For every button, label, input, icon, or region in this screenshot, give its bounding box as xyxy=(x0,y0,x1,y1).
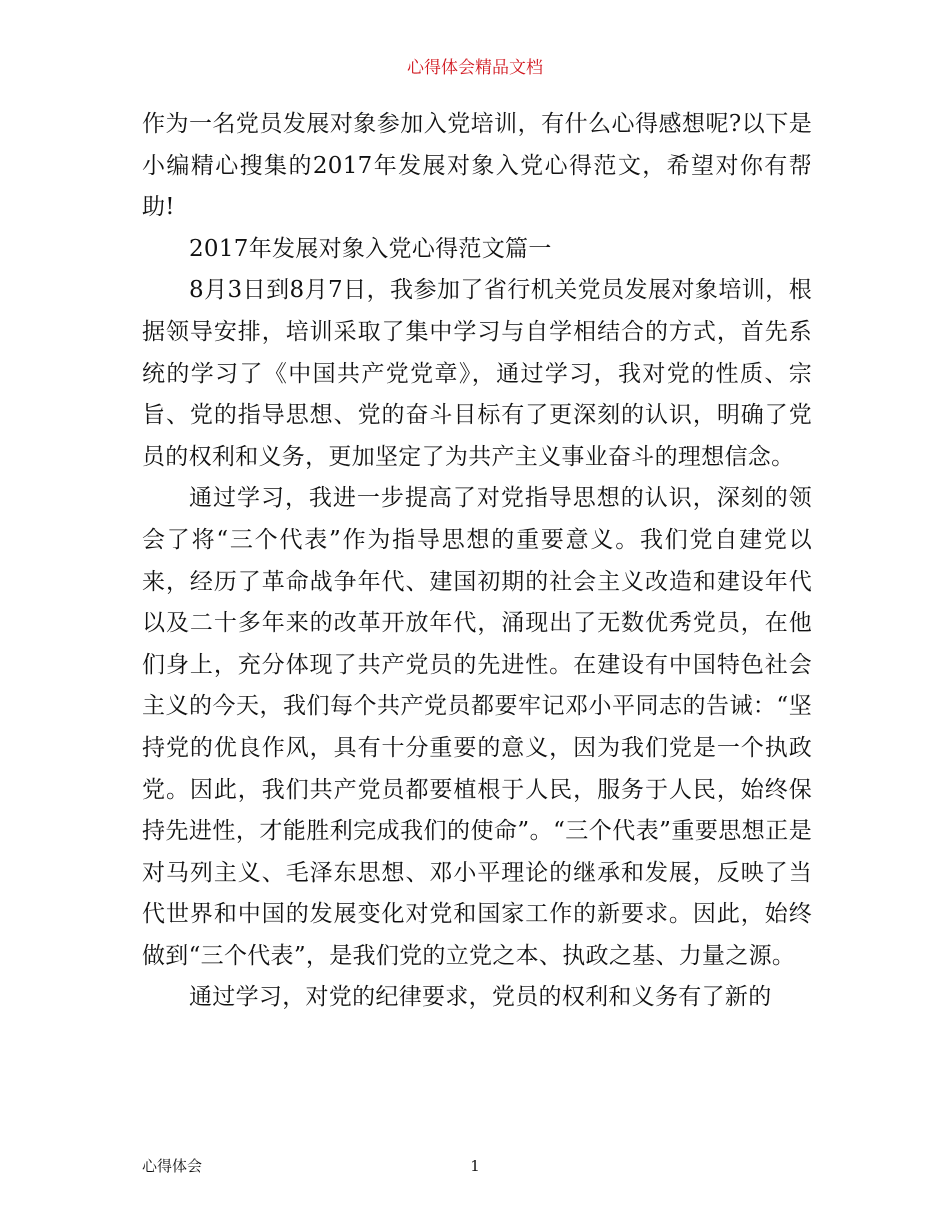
page-header-title: 心得体会精品文档 xyxy=(407,58,543,78)
paragraph-intro: 作为一名党员发展对象参加入党培训，有什么心得感想呢?以下是小编精心搜集的2017年发展对象入党心得范文，希望对你有帮助! xyxy=(142,111,812,221)
page-number: 1 xyxy=(470,1157,480,1175)
paragraph-training: 8月3日到8月7日，我参加了省行机关党员发展对象培训，根据领导安排，培训采取了集中学习与自学相结合的方式，首先系统的学习了《中国共产党党章》，通过学习，我对党的性质、宗旨、党的指导思想、党的奋斗目标有了更深刻的认识，明确了党员的权利和义务，更加坚定了为共产主义事业奋斗的理想信念。 xyxy=(142,277,812,470)
paragraph-discipline: 通过学习，对党的纪律要求，党员的权利和义务有了新的 xyxy=(189,984,772,1011)
section-heading: 2017年发展对象入党心得范文篇一 xyxy=(189,235,552,262)
document-body xyxy=(142,104,812,1019)
paragraph-three-represents: 通过学习，我进一步提高了对党指导思想的认识，深刻的领会了将“三个代表”作为指导思想的重要意义。我们党自建党以来，经历了革命战争年代、建国初期的社会主义改造和建设年代以及二十多年来的改革开放年代，涌现出了无数优秀党员，在他们身上，充分体现了共产党员的先进性。在建设有中国特色社会主义的今天，我们每个共产党员都要牢记邓小平同志的告诫：“坚持党的优良作风，具有十分重要的意义，因为我们党是一个执政党。因此，我们共产党员都要植根于人民，服务于人民，始终保持先进性，才能胜利完成我们的使命”。“三个代表”重要思想正是对马列主义、毛泽东思想、邓小平理论的继承和发展，反映了当代世界和中国的发展变化对党和国家工作的新要求。因此，始终做到“三个代表”，是我们党的立党之本、执政之基、力量之源。 xyxy=(142,485,812,969)
footer-label: 心得体会 xyxy=(142,1157,203,1175)
